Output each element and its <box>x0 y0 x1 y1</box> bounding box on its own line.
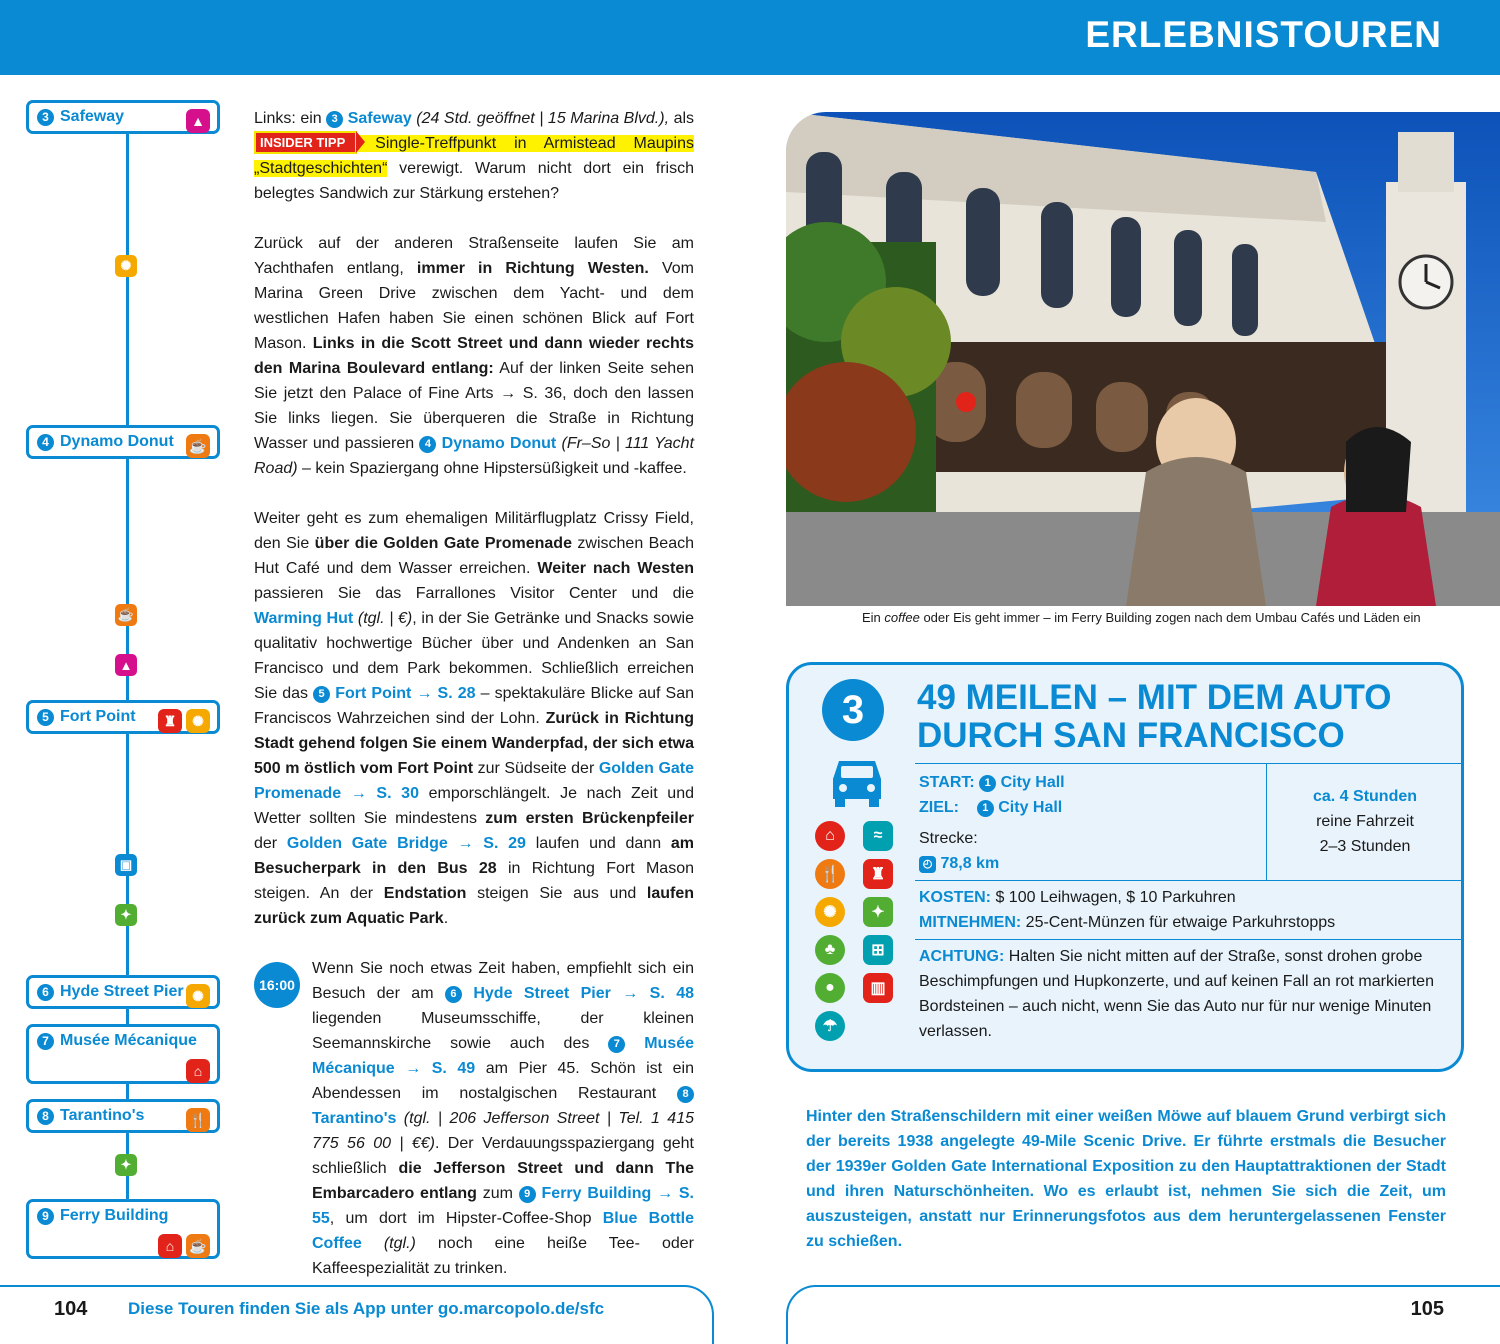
stop-name: Dynamo Donut <box>60 433 174 450</box>
walking-person-icon: ✦ <box>115 1154 137 1176</box>
building-icon: ▥ <box>863 973 893 1003</box>
sun-icon: ✺ <box>186 709 210 733</box>
page-number-right: 105 <box>1410 1298 1444 1320</box>
stop-number: 5 <box>37 709 54 726</box>
section-title: ERLEBNISTOUREN <box>1085 14 1442 55</box>
sun-icon: ✺ <box>815 897 845 927</box>
poi-link-blue-bottle-coffee[interactable]: Blue Bottle Coffee <box>312 1210 695 1252</box>
park-tree-icon: ♣ <box>815 935 845 965</box>
distance-value: 78,8 km <box>940 855 1000 872</box>
bus-icon: ▣ <box>115 854 137 876</box>
route-stop-safeway[interactable] <box>26 100 220 134</box>
route-stop-musee-mecanique[interactable] <box>26 1024 220 1084</box>
stop-number-badge: 5 <box>313 686 330 703</box>
photo-caption: Ein coffee oder Eis geht immer – im Ferry Building zogen nach dem Umbau Cafés und Läden ein <box>786 606 1500 630</box>
section-header-bar <box>0 0 1500 75</box>
museum-icon: ⌂ <box>158 1234 182 1258</box>
picnic-icon: ⊞ <box>863 935 893 965</box>
paragraph-safeway: Links: ein 3 Safeway (24 Std. geöffnet | 15 Marina Blvd.), als INSIDER TIPP Single-Treffpunkt in Armistead Maupins „Stadtgeschichten“ verewigt. Warum nicht dort ein frisch belegtes Sandwich zur Stärkung erstehen? <box>254 110 695 202</box>
warning-text: Halten Sie nicht mitten auf der Straße, sonst drohen grobe Beschimpfungen und Hupkonzerte, und auf keinen Fall an rot markierten Bordsteinen – auch nicht, wenn Sie das Auto nur für nur wenige Minuten verlassen. <box>919 948 1434 1040</box>
footer-frame-right <box>786 1285 1500 1344</box>
walking-person-icon: ✦ <box>115 904 137 926</box>
museum-icon: ⌂ <box>815 821 845 851</box>
stop-number-badge: 3 <box>326 111 343 128</box>
paragraph-marina: Zurück auf der anderen Straßenseite laufen Sie am Yachthafen entlang, immer in Richtung Westen. Vom Marina Green Drive zwischen dem Yacht- und dem westlichen Hafen haben Sie einen schönen Blick auf Fort Mason. Links in die Scott Street und dann wieder rechts den Marina Boulevard entlang: Auf der linken Seite sehen Sie jetzt den Palace of Fine Arts → S. 36, doch den lassen Sie links liegen. Sie überqueren die Straße in Richtung Wasser und passieren 4 Dynamo Donut (Fr–So | 111 Yacht Road) – kein Spaziergang ohne Hipstersüßigkeit und -kaffee. <box>254 235 695 477</box>
stop-name: Musée Mécanique <box>60 1032 197 1049</box>
poi-link-ferry-building[interactable]: Ferry Building → S. 55 <box>312 1185 694 1227</box>
stop-name: Tarantino's <box>60 1107 145 1124</box>
tour-intro: Hinter den Straßenschildern mit einer weißen Möwe auf blauem Grund verbirgt sich der bereits 1938 angelegte 49-Mile Scenic Drive. Er führte erstmals die Besucher der 1939er Golden Gate International Exposition zu den Hauptattraktionen der Stadt und ihren Naturschönheiten. Wo es erlaubt ist, nehmen Sie sich die Zeit, um auszusteigen, anstatt nur Erinnerungsfotos aus dem heruntergelassenen Fenster zu schießen. <box>806 1108 1446 1250</box>
stop-number: 3 <box>37 109 54 126</box>
castle-icon: ♜ <box>863 859 893 889</box>
poi-link-golden-gate-promenade[interactable]: Golden Gate Promenade → S. 30 <box>254 760 695 802</box>
page-number-left: 104 <box>54 1298 88 1320</box>
walking-person-icon: ✦ <box>863 897 893 927</box>
route-stop-tarantinos[interactable] <box>26 1099 220 1133</box>
paragraph-crissy-field: Weiter geht es zum ehemaligen Militärflugplatz Crissy Field, den Sie über die Golden Gate Promenade zwischen Beach Hut Café und dem Wasser erreichen. Weiter nach Westen passieren Sie das Farrallones Visitor Center und die Warming Hut (tgl. | €), in der Sie Getränke und Snacks sowie qualitativ hochwertige Bücher über und Andenken an San Francisco und dem Park bekommen. Schließlich erreichen Sie das 5 Fort Point → S. 28 – spektakuläre Blicke auf San Franciscos Wahrzeichen sind der Lohn. Zurück in Richtung Stadt gehend folgen Sie einem Wanderpfad, der sich etwa 500 m östlich vom Fort Point zur Südseite der Golden Gate Promenade → S. 30 emporschlängelt. Je nach Zeit und Wetter sollten Sie mindestens zum ersten Brückenpfeiler der Golden Gate Bridge → S. 29 laufen und dann am Besucherpark in den Bus 28 in Richtung Fort Mason steigen. An der Endstation steigen Sie aus und laufen zurück zum Aquatic Park. <box>254 510 695 927</box>
shopping-bag-icon: ▲ <box>115 654 137 676</box>
stop-number: 8 <box>37 1108 54 1125</box>
tree-icon: ● <box>815 973 845 1003</box>
highlighted-text: „Stadtgeschichten“ <box>254 160 388 177</box>
poi-link-safeway[interactable]: Safeway <box>347 110 412 127</box>
poi-link-musee-mecanique[interactable]: Musée Mécanique → S. 49 <box>312 1035 694 1077</box>
stop-number-badge: 6 <box>445 986 462 1003</box>
stop-number: 6 <box>37 984 54 1001</box>
end-location: City Hall <box>998 799 1063 816</box>
coffee-cup-icon: ☕ <box>186 434 210 458</box>
route-stop-hyde-street-pier[interactable] <box>26 975 220 1009</box>
stop-number: 9 <box>37 1208 54 1225</box>
ferry-building-photo <box>786 112 1500 606</box>
stop-number-badge: 4 <box>419 436 436 453</box>
route-stop-dynamo-donut[interactable] <box>26 425 220 459</box>
ferry-building-illustration <box>786 112 1500 606</box>
sun-icon: ✺ <box>186 984 210 1008</box>
coffee-cup-icon: ☕ <box>115 604 137 626</box>
poi-link-warming-hut[interactable]: Warming Hut <box>254 610 354 627</box>
time-badge: 16:00 <box>254 962 300 1008</box>
duration-value: ca. 4 Stunden <box>1312 788 1418 805</box>
start-location: City Hall <box>1000 774 1065 791</box>
stop-number: 7 <box>37 1033 54 1050</box>
poi-link-hyde-street-pier[interactable]: Hyde Street Pier → S. 48 <box>473 985 694 1002</box>
poi-link-fort-point[interactable]: Fort Point → S. 28 <box>335 685 476 702</box>
fork-knife-icon: 🍴 <box>815 859 845 889</box>
stop-number-badge: 7 <box>608 1036 625 1053</box>
poi-link-dynamo-donut[interactable]: Dynamo Donut <box>441 435 557 452</box>
surfing-icon: ≈ <box>863 821 893 851</box>
stop-name: Ferry Building <box>60 1207 169 1224</box>
fork-knife-icon: 🍴 <box>186 1108 210 1132</box>
stop-name: Hyde Street Pier <box>60 983 184 1000</box>
stop-number-badge: 9 <box>519 1186 536 1203</box>
poi-link-tarantinos[interactable]: Tarantino's <box>312 1110 397 1127</box>
bring-value: 25-Cent-Münzen für etwaige Parkuhrstopps <box>1025 914 1336 931</box>
insider-tipp-badge: INSIDER TIPP <box>254 131 357 154</box>
tour-info-box <box>786 662 1464 1072</box>
stop-number-badge: 1 <box>979 775 996 792</box>
tour-title: 49 MEILEN – MIT DEM AUTO DURCH SAN FRANCISCO <box>917 678 1392 755</box>
car-icon <box>829 755 885 809</box>
distance-icon: ◴ <box>919 856 936 873</box>
coffee-cup-icon: ☕ <box>186 1234 210 1258</box>
paragraph-evening: 16:00 Wenn Sie noch etwas Zeit haben, empfiehlt sich ein Besuch der am 6 Hyde Street Pier → S. 48 liegenden Museumsschiffe, der kleinen Seemannskirche sowie auch des 7 Musée Mécanique → S. 49 am Pier 45. Schön ist ein Abendessen im nostalgischen Restaurant 8 Tarantino's (tgl. | 206 Jefferson Street | Tel. 1 415 775 56 00 | €€). Der Verdauungsspaziergang geht schließlich die Jefferson Street und dann The Embarcadero entlang zum 9 Ferry Building → S. 55, um dort im Hipster-Coffee-Shop Blue Bottle Coffee (tgl.) noch eine heiße Tee- oder Kaffeespezialität zu trinken. <box>254 956 694 1281</box>
tour-number-badge: 3 <box>822 679 884 741</box>
cost-value: $ 100 Leihwagen, $ 10 Parkuhren <box>995 889 1236 906</box>
route-stop-fort-point[interactable] <box>26 700 220 734</box>
highlighted-text: Single-Treffpunkt in Armistead Maupins <box>357 135 694 152</box>
shopping-bag-icon: ▲ <box>186 109 210 133</box>
stop-number-badge: 8 <box>677 1086 694 1103</box>
stop-number-badge: 1 <box>977 800 994 817</box>
activity-icons <box>815 821 895 1041</box>
beach-icon: ☂ <box>815 1011 845 1041</box>
sun-icon: ✺ <box>115 255 137 277</box>
poi-link-golden-gate-bridge[interactable]: Golden Gate Bridge → S. 29 <box>286 835 526 852</box>
app-link-text[interactable]: Diese Touren finden Sie als App unter go.marcopolo.de/sfc <box>128 1299 605 1318</box>
tour-details: START: 1 City Hall ZIEL: 1 City Hall Strecke: ◴ 78,8 km ca. 4 Stunden reine Fahrzeit 2–3 Stunden KOSTEN: $ 100 Leihwagen, $ 10 Parkuhren MITNEHMEN: 25-Cent-Münzen für etwaige Parkuhrstopps ACHTUNG: Halten Sie nicht mitten auf der Straße, sonst drohen grobe Beschimpfungen und Hupkonzerte, und auf keinen Fall an rot markierten Bordsteinen – auch nicht, wenn Sie das Auto nur für nur wenige Minuten verlassen. <box>915 763 1463 1048</box>
castle-icon: ♜ <box>158 709 182 733</box>
museum-icon: ⌂ <box>186 1059 210 1083</box>
stop-name: Safeway <box>60 108 125 125</box>
tour-description <box>254 106 694 1306</box>
route-stop-ferry-building[interactable] <box>26 1199 220 1259</box>
stop-number: 4 <box>37 434 54 451</box>
stop-name: Fort Point <box>60 708 136 725</box>
